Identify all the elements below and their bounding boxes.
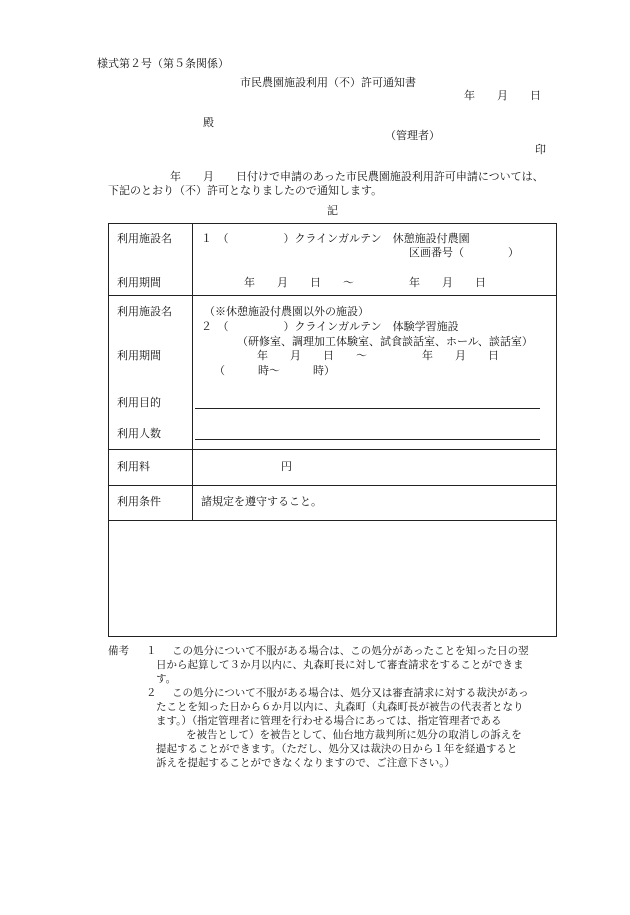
seal-mark: 印	[535, 143, 546, 156]
body-line-2: 下記のとおり（不）許可となりましたので通知します。	[108, 184, 383, 197]
form-number: 様式第２号（第５条関係）	[97, 57, 229, 70]
note2-line: 訴えを提起することができなくなりますので、ご注意下さい。）	[156, 757, 456, 769]
time2-value: （ 時～ 時）	[214, 364, 335, 377]
note1-number: １	[146, 645, 157, 657]
plot-number: 区画番号（ ）	[409, 246, 519, 259]
fee-unit: 円	[281, 460, 292, 473]
note2-number: ２	[146, 687, 157, 699]
note2-line: たことを知った日から６か月以内に、丸森町（丸森町長が被告の代表者となり	[156, 701, 524, 713]
column-divider	[192, 224, 193, 520]
note1-line: この処分について不服がある場合は、この処分があったことを知った日の翌	[172, 645, 529, 657]
permit-table	[108, 223, 557, 637]
people-label: 利用人数	[117, 427, 161, 440]
note2-line: この処分について不服がある場合は、処分又は審査請求に対する裁決があっ	[172, 687, 529, 699]
period-label: 利用期間	[117, 276, 161, 289]
note2-line: を被告として）を被告として、仙台地方裁判所に処分の取消しの訴えを	[186, 729, 522, 741]
document-title: 市民農園施設利用（不）許可通知書	[240, 76, 416, 89]
row-divider	[109, 449, 556, 450]
facility2-rooms: （研修室、調理加工体験室、試食談話室、ホール、談話室）	[237, 335, 533, 348]
period1-value: 年 月 日 ～ 年 月 日	[244, 276, 486, 289]
facility2-label: 利用施設名	[117, 305, 172, 318]
period2-label: 利用期間	[117, 349, 161, 362]
row-divider	[109, 520, 556, 521]
facility2-line: ２ （ ）クラインガルテン 体験学習施設	[201, 320, 459, 333]
purpose-blank-line	[195, 408, 540, 409]
period2-value: 年 月 日 ～ 年 月 日	[257, 349, 499, 362]
note2-line: ます。）（指定管理者に管理を行わせる場合にあっては、指定管理者である	[156, 715, 502, 727]
facility2-note: （※休憩施設付農園以外の施設）	[204, 305, 369, 318]
fee-label: 利用料	[117, 460, 150, 473]
body-line-1: 年 月 日付けで申請のあった市民農園施設利用許可申請については、	[170, 170, 544, 183]
addressee-suffix: 殿	[203, 116, 214, 129]
issue-date: 年 月 日	[464, 89, 541, 102]
people-blank-line	[195, 439, 540, 440]
note1-line: す。	[156, 673, 177, 685]
condition-value: 諸規定を遵守すること。	[201, 495, 322, 508]
row-divider	[109, 485, 556, 486]
facility1-line: １ （ ）クラインガルテン 休憩施設付農園	[201, 232, 470, 245]
purpose-label: 利用目的	[117, 396, 161, 409]
ki-heading: 記	[327, 204, 338, 217]
note1-line: 日から起算して３か月以内に、丸森町長に対して審査請求をすることができま	[156, 659, 524, 671]
remarks-label: 備考	[108, 645, 129, 657]
manager-label: （管理者）	[385, 129, 440, 142]
condition-label: 利用条件	[117, 495, 161, 508]
facility-label: 利用施設名	[117, 232, 172, 245]
note2-line: 提起することができます。（ただし、処分又は裁決の日から１年を経過すると	[156, 743, 518, 755]
row-divider	[109, 295, 556, 296]
